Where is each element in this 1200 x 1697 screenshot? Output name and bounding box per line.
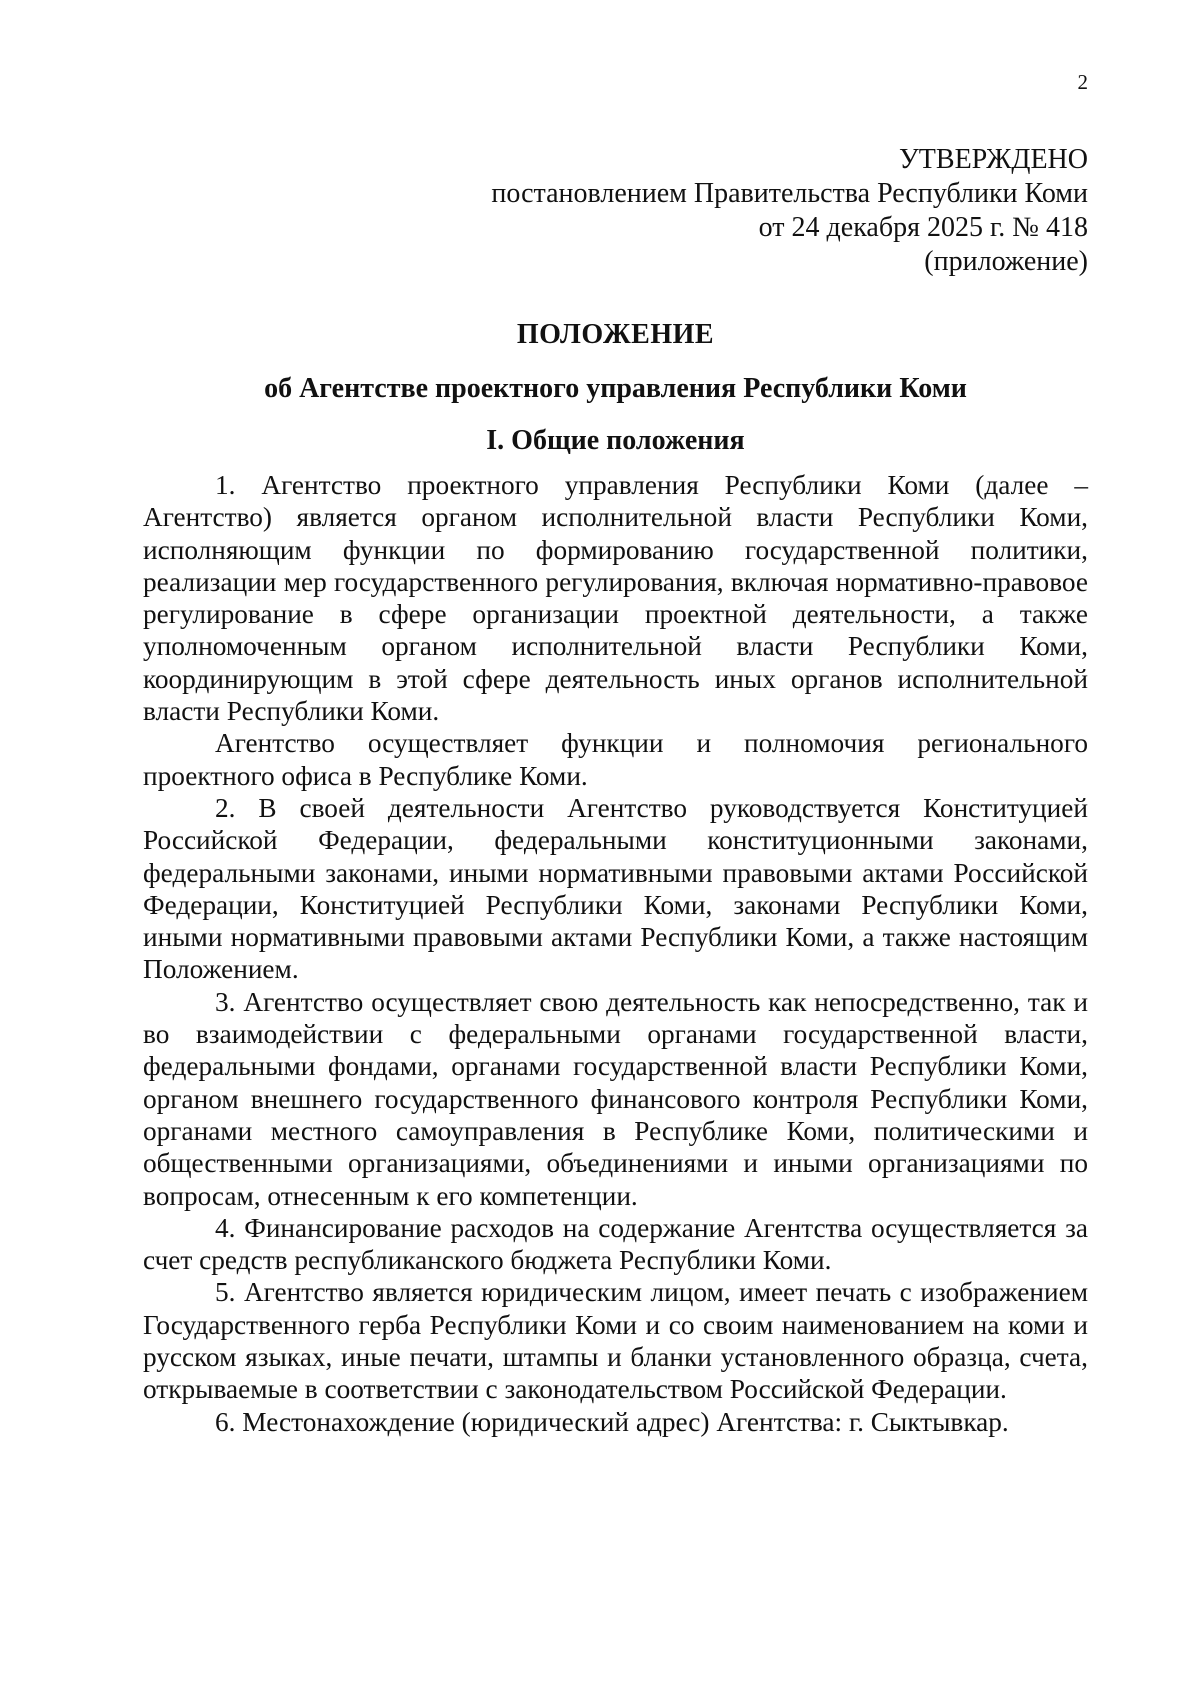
approval-resolution-line: постановлением Правительства Республики Коми <box>491 178 1088 209</box>
page-number: 2 <box>1077 70 1088 94</box>
paragraph-2: 2. В своей деятельности Агентство руководствуется Конституцией Российской Федерации, федеральными конституционными законами, федеральными законами, иными нормативными правовыми актами Российской Федерации, Конституцией Республики Коми, законами Республики Коми, иными нормативными правовыми актами Республики Коми, а также настоящим Положением. <box>143 792 1088 985</box>
paragraph-5: 5. Агентство является юридическим лицом, имеет печать с изображением Государственного герба Республики Коми и со своим наименованием на коми и русском языках, иные печати, штампы и бланки установленного образца, счета, открываемые в соответствии с законодательством Российской Федерации. <box>143 1277 1088 1405</box>
section-heading: I. Общие положения <box>486 425 745 456</box>
approval-date-number: от 24 декабря 2025 г. № 418 <box>758 212 1088 243</box>
paragraph-6: 6. Местонахождение (юридический адрес) Агентства: г. Сыктывкар. <box>215 1406 1009 1437</box>
paragraph-4: 4. Финансирование расходов на содержание Агентства осуществляется за счет средств республиканского бюджета Республики Коми. <box>143 1212 1088 1276</box>
document-body <box>143 469 1088 1438</box>
paragraph-3: 3. Агентство осуществляет свою деятельность как непосредственно, так и во взаимодействии с федеральными органами государственной власти, федеральными фондами, органами государственной власти Республики Коми, органом внешнего государственного финансового контроля Республики Коми, органами местного самоуправления в Республике Коми, политическими и общественными организациями, объединениями и иными организациями по вопросам, отнесенным к его компетенции. <box>143 986 1088 1211</box>
paragraph-1-continued: Агентство осуществляет функции и полномочия регионального проектного офиса в Республике Коми. <box>143 728 1088 791</box>
approval-stamp-block <box>491 143 1088 279</box>
paragraph-1: 1. Агентство проектного управления Республики Коми (далее – Агентство) является органом исполнительной власти Республики Коми, исполняющим функции по формированию государственной политики, реализации мер государственного регулирования, включая нормативно-правовое регулирование в сфере организации проектной деятельности, а также уполномоченным органом исполнительной власти Республики Коми, координирующим в этой сфере деятельность иных органов исполнительной власти Республики Коми. <box>143 470 1088 727</box>
approval-heading: УТВЕРЖДЕНО <box>898 144 1088 175</box>
document-title: ПОЛОЖЕНИЕ <box>516 319 715 350</box>
document-subtitle: об Агентстве проектного управления Республики Коми <box>264 373 967 404</box>
approval-attachment-note: (приложение) <box>924 246 1088 277</box>
